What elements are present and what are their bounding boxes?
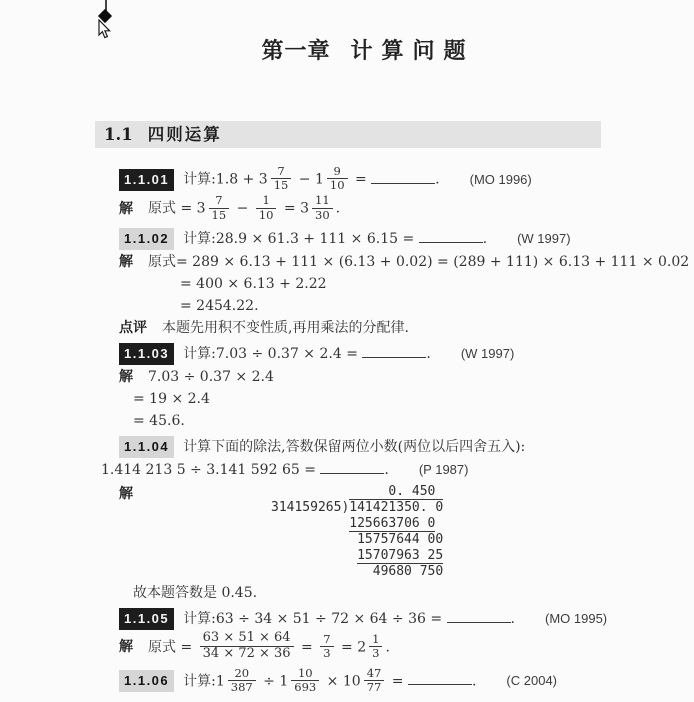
long-division-work bbox=[271, 484, 688, 580]
fraction-numerator: 7 bbox=[277, 164, 285, 178]
division-step-value: 15707963 25 bbox=[357, 547, 444, 563]
math-text: 计算:63 ÷ 34 × 51 ÷ 72 × 64 ÷ 36 = bbox=[183, 610, 447, 627]
problem-statement bbox=[119, 343, 688, 365]
division-step-value: 15757644 00 bbox=[357, 532, 444, 548]
fraction bbox=[271, 165, 292, 192]
answer-blank bbox=[447, 610, 511, 623]
solution-line bbox=[180, 274, 688, 294]
fraction-denominator: 387 bbox=[228, 680, 256, 694]
fraction bbox=[200, 631, 294, 662]
problem-number: 1.1.04 bbox=[119, 436, 174, 458]
math-text: . bbox=[510, 610, 515, 627]
problems-content bbox=[0, 148, 694, 695]
source-tag: (W 1997) bbox=[460, 345, 515, 361]
fraction-numerator: 11 bbox=[315, 193, 330, 208]
math-text: 7.03 ÷ 0.37 × 2.4 bbox=[148, 368, 274, 385]
math-text: = 400 × 6.13 + 2.22 bbox=[180, 275, 327, 292]
problem-statement bbox=[119, 608, 688, 630]
fraction-numerator: 9 bbox=[333, 164, 341, 178]
math-text: 计算:7.03 ÷ 0.37 × 2.4 = bbox=[183, 345, 363, 362]
fraction bbox=[320, 633, 333, 660]
source-tag: (C 2004) bbox=[506, 673, 557, 689]
division-dividend: 141421350. 0 bbox=[349, 500, 444, 516]
math-text: 原式 = bbox=[148, 639, 197, 656]
fraction-numerator: 7 bbox=[323, 631, 331, 646]
math-text: . bbox=[335, 201, 341, 218]
math-text: 计算:1.8 + 3 bbox=[183, 171, 268, 188]
fraction bbox=[364, 667, 385, 694]
source-tag: (P 1987) bbox=[418, 461, 469, 477]
math-text: 计算:1 bbox=[183, 673, 225, 690]
division-quotient-row bbox=[271, 484, 688, 500]
solution-line bbox=[119, 367, 688, 387]
math-text: ÷ 1 bbox=[258, 673, 289, 690]
fraction bbox=[369, 633, 382, 660]
fraction-numerator: 1 bbox=[372, 631, 380, 646]
solution-line bbox=[133, 389, 688, 409]
chapter-number: 第一章 bbox=[261, 38, 331, 64]
solution-line bbox=[119, 252, 688, 272]
solution-line bbox=[119, 195, 688, 222]
division-step-pad bbox=[271, 532, 357, 547]
division-quotient: 0. 450 bbox=[271, 483, 436, 499]
fraction bbox=[209, 194, 230, 221]
problem-statement bbox=[119, 665, 688, 695]
chapter-title bbox=[21, 0, 694, 64]
math-text: . bbox=[471, 673, 477, 690]
problem-number: 1.1.06 bbox=[119, 670, 174, 692]
math-text: = 2454.22. bbox=[180, 297, 259, 314]
answer-blank bbox=[362, 345, 426, 358]
fraction-denominator: 30 bbox=[312, 208, 333, 222]
math-text: − 1 bbox=[294, 171, 324, 188]
answer-blank bbox=[320, 461, 384, 474]
math-text: 原式 = 3 bbox=[148, 201, 206, 218]
fraction-numerator: 47 bbox=[366, 665, 382, 680]
fraction-numerator: 20 bbox=[234, 665, 250, 680]
fraction bbox=[312, 194, 333, 221]
math-text: = bbox=[350, 171, 372, 188]
section-heading bbox=[95, 121, 601, 148]
fraction-denominator: 10 bbox=[327, 178, 348, 192]
math-text: . bbox=[385, 639, 390, 656]
division-step-row bbox=[271, 548, 688, 565]
fraction-denominator: 15 bbox=[271, 178, 292, 192]
solution-line bbox=[133, 411, 688, 431]
problem-statement bbox=[119, 228, 688, 250]
solution-line bbox=[101, 460, 688, 480]
fraction-denominator: 10 bbox=[256, 208, 277, 222]
math-text: . bbox=[426, 345, 431, 362]
fraction bbox=[228, 667, 256, 694]
section-number: 1.1 bbox=[104, 125, 133, 144]
solution-prefix: 点评 bbox=[119, 319, 147, 336]
math-text: 1.414 213 5 ÷ 3.141 592 65 = bbox=[101, 461, 321, 478]
math-text: − bbox=[232, 201, 253, 218]
division-step-pad bbox=[271, 516, 349, 531]
section-title: 四则运算 bbox=[147, 125, 222, 144]
math-text: = 19 × 2.4 bbox=[133, 390, 210, 407]
solution-prefix: 解 bbox=[119, 639, 133, 656]
math-text: . bbox=[384, 461, 389, 478]
problem-statement bbox=[119, 436, 688, 458]
fraction-denominator: 3 bbox=[369, 646, 382, 660]
solution-line bbox=[133, 583, 688, 603]
problem-statement bbox=[119, 166, 688, 193]
fraction-numerator: 10 bbox=[297, 665, 313, 680]
answer-blank bbox=[408, 672, 472, 685]
math-text: = 2 bbox=[336, 639, 367, 656]
fraction-denominator: 3 bbox=[320, 646, 333, 660]
math-text: . bbox=[482, 230, 488, 247]
answer-blank bbox=[419, 230, 483, 243]
solution-prefix: 解 bbox=[119, 368, 133, 385]
solution-line bbox=[119, 318, 688, 338]
fraction-numerator: 63 × 51 × 64 bbox=[202, 629, 291, 645]
math-text: 原式= 289 × 6.13 + 111 × (6.13 + 0.02) = (289 + 111) × 6.13 + 111 × 0.02 bbox=[148, 253, 690, 270]
fraction bbox=[327, 165, 348, 192]
answer-blank bbox=[371, 171, 435, 184]
math-text: 计算下面的除法,答数保留两位小数(两位以后四舍五入): bbox=[183, 438, 526, 455]
fraction-numerator: 1 bbox=[262, 193, 270, 208]
division-step-row bbox=[271, 564, 688, 580]
division-step-pad bbox=[271, 548, 357, 563]
division-step-value: 49680 750 bbox=[372, 564, 444, 580]
fraction-numerator: 7 bbox=[215, 193, 223, 208]
math-text: = bbox=[387, 673, 408, 690]
solution-prefix: 解 bbox=[119, 485, 133, 502]
division-step-row bbox=[271, 516, 688, 533]
fraction-denominator: 34 × 72 × 36 bbox=[200, 646, 294, 662]
math-text: = 45.6. bbox=[133, 412, 185, 429]
math-text: = bbox=[296, 639, 318, 656]
fraction-denominator: 77 bbox=[364, 680, 385, 694]
problem-number: 1.1.02 bbox=[119, 228, 174, 250]
division-step-pad bbox=[271, 564, 373, 579]
math-text: × 10 bbox=[322, 673, 361, 690]
fraction bbox=[291, 667, 319, 694]
problem-number: 1.1.03 bbox=[119, 343, 174, 365]
fraction-denominator: 693 bbox=[291, 680, 319, 694]
math-text: . bbox=[435, 171, 440, 188]
math-text: 本题先用积不变性质,再用乘法的分配律. bbox=[162, 319, 409, 336]
division-step-row bbox=[271, 532, 688, 548]
division-divisor: 314159265) bbox=[271, 500, 350, 516]
solution-prefix: 解 bbox=[119, 253, 133, 270]
division-dividend-row bbox=[271, 499, 688, 516]
problem-number: 1.1.05 bbox=[119, 608, 174, 630]
problem-number: 1.1.01 bbox=[119, 169, 174, 191]
fraction bbox=[256, 194, 277, 221]
chapter-name: 计算问题 bbox=[350, 38, 475, 64]
math-text: 故本题答数是 0.45. bbox=[133, 584, 258, 601]
solution-prefix: 解 bbox=[119, 201, 133, 218]
long-division bbox=[119, 484, 688, 580]
division-step-value: 125663706 0 bbox=[349, 515, 436, 531]
source-tag: (W 1997) bbox=[517, 230, 571, 246]
math-text: = 3 bbox=[279, 201, 310, 218]
solution-line bbox=[180, 296, 688, 316]
math-text: 计算:28.9 × 61.3 + 111 × 6.15 = bbox=[183, 230, 419, 247]
source-tag: (MO 1995) bbox=[545, 610, 608, 626]
source-tag: (MO 1996) bbox=[469, 171, 532, 187]
solution-line bbox=[119, 629, 688, 663]
fraction-denominator: 15 bbox=[209, 208, 230, 222]
